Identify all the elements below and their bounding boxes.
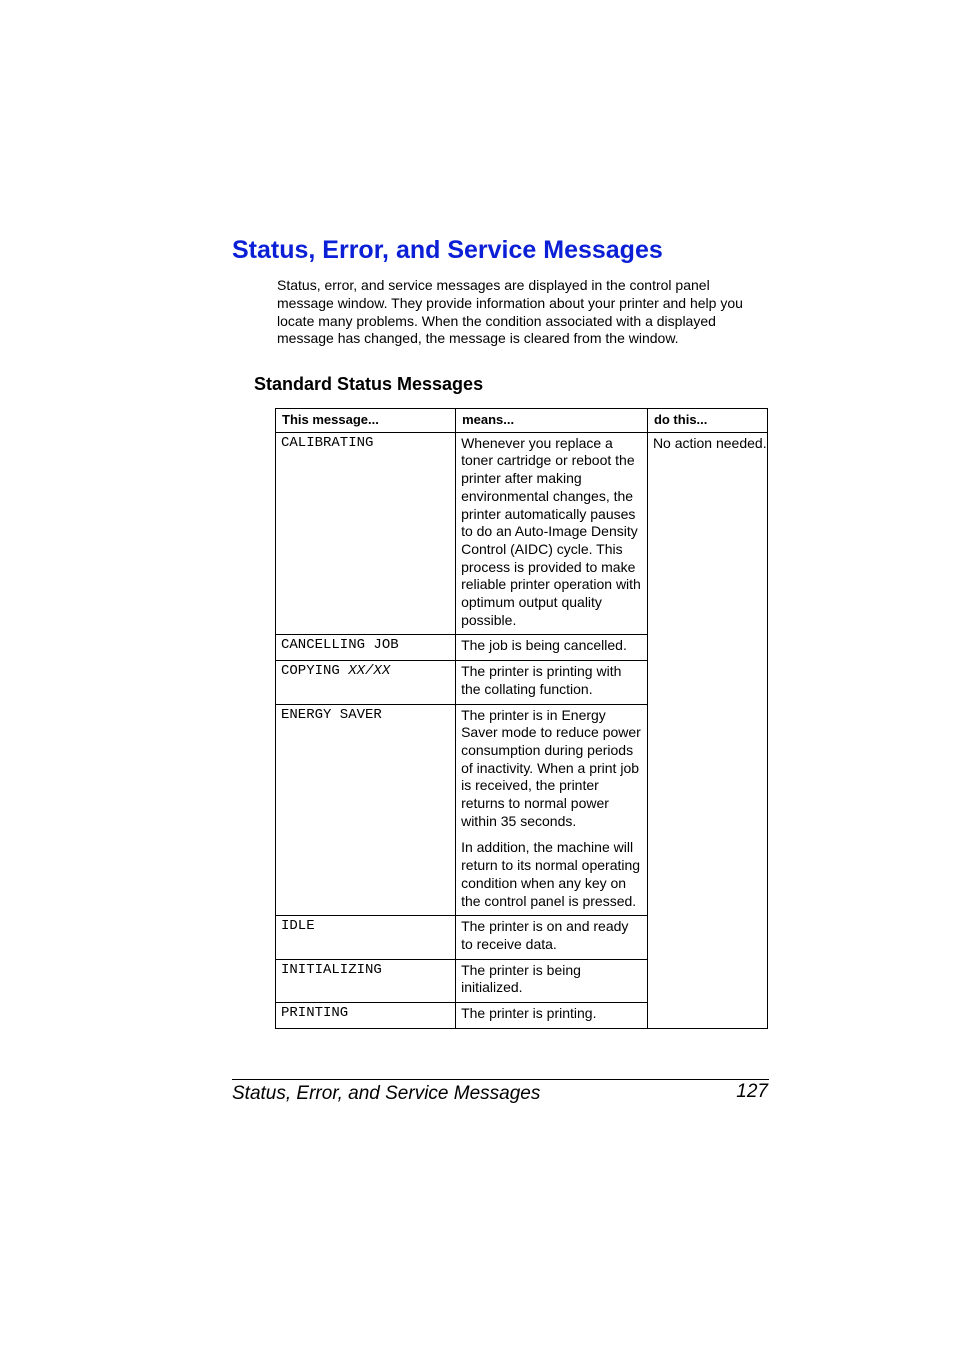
- footer-divider: [232, 1079, 769, 1080]
- means-cell: [456, 704, 648, 916]
- message-cell: INITIALIZING: [276, 959, 456, 1002]
- means-cell: The printer is being initialized.: [456, 959, 648, 1002]
- message-cell: CALIBRATING: [276, 432, 456, 635]
- header-action: do this...: [647, 409, 767, 433]
- means-paragraph: In addition, the machine will return to its normal operating condition when any key on the control panel is pressed.: [461, 839, 641, 909]
- message-cell: PRINTING: [276, 1003, 456, 1029]
- section-subtitle: Standard Status Messages: [254, 374, 484, 394]
- means-cell: The printer is printing.: [456, 1003, 648, 1029]
- means-cell: The job is being cancelled.: [456, 635, 648, 661]
- table-row: [276, 432, 768, 635]
- status-messages-table: [275, 408, 768, 1029]
- footer-title: Status, Error, and Service Messages: [232, 1083, 541, 1104]
- page-number: 127: [736, 1081, 768, 1102]
- message-variable: XX/XX: [348, 663, 391, 680]
- intro-paragraph: Status, error, and service messages are displayed in the control panel message window. They provide information about your printer and help you locate many problems. When the condition associated with a displayed message has changed, the message is cleared from the window.: [277, 277, 743, 347]
- action-cell: No action needed.: [647, 432, 767, 1028]
- header-message: This message...: [276, 409, 456, 433]
- means-paragraph: The printer is in Energy Saver mode to reduce power consumption during periods of inactivity. When a print job is received, the printer returns to normal power within 35 seconds.: [461, 706, 641, 829]
- message-prefix: COPYING: [281, 663, 349, 680]
- message-cell: CANCELLING JOB: [276, 635, 456, 661]
- message-cell: IDLE: [276, 916, 456, 959]
- table-header-row: [276, 409, 768, 433]
- means-cell: The printer is printing with the collating function.: [456, 661, 648, 704]
- header-means: means...: [456, 409, 648, 433]
- page-title: Status, Error, and Service Messages: [232, 236, 663, 264]
- message-cell: [276, 661, 456, 704]
- message-cell: ENERGY SAVER: [276, 704, 456, 916]
- means-cell: The printer is on and ready to receive data.: [456, 916, 648, 959]
- means-cell: Whenever you replace a toner cartridge or reboot the printer after making environmental changes, the printer automatically pauses to do an Auto-Image Density Control (AIDC) cycle. This process is provided to make reliable printer operation with optimum output quality possible.: [456, 432, 648, 635]
